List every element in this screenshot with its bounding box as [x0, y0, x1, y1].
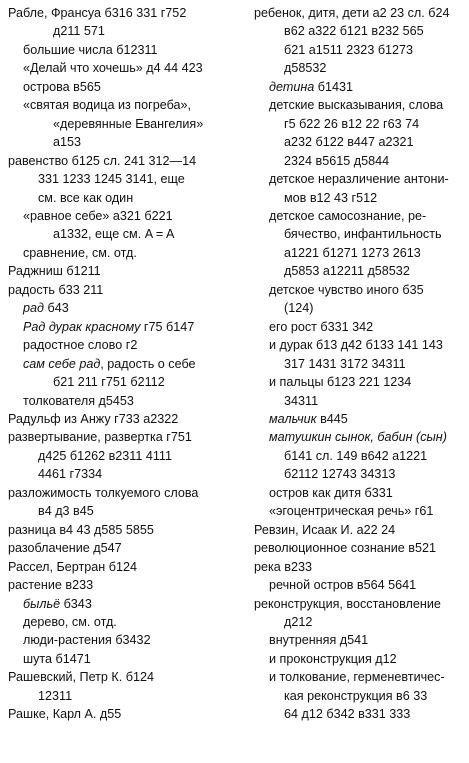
index-entry-heading-line: разница в4 43 д585 5855 — [8, 522, 154, 537]
index-entry-continuation-line: 331 1233 1245 3141, еще — [38, 172, 185, 187]
index-entry-heading-line: Рабле, Франсуа б316 331 г752 — [8, 6, 187, 20]
index-entry-continuation-line: в62 а322 б121 в232 565 — [284, 24, 424, 39]
index-entry — [254, 410, 466, 428]
index-entry-heading-line: Ревзин, Исаак И. а22 24 — [254, 522, 396, 537]
index-entry-heading-line: мальчик в445 — [269, 411, 348, 426]
index-entry-heading-line: быльё б343 — [23, 596, 92, 611]
index-entry-heading-line: сам себе рад, радость о себе — [23, 356, 196, 371]
index-entry — [254, 170, 466, 207]
italic-headword: мальчик — [269, 411, 317, 426]
index-entry — [8, 392, 244, 410]
index-entry — [8, 521, 244, 539]
italic-headword: детина — [269, 79, 315, 94]
index-entry — [254, 4, 466, 78]
index-entry — [254, 595, 466, 632]
index-entry-heading-line: «эгоцентрическая речь» г61 — [269, 504, 434, 519]
index-entry-continuation-line: 64 д12 б342 в331 333 — [284, 707, 411, 722]
index-entry-continuation-line: кая реконструкция в6 33 — [284, 688, 428, 703]
index-entry — [254, 281, 466, 318]
index-entry — [8, 244, 244, 262]
index-entry-heading-line: Радульф из Анжу г733 а2322 — [8, 411, 179, 426]
index-entry-heading-line: большие числа б12311 — [23, 42, 158, 57]
index-entry-heading-line: детское чувство иного б35 — [269, 282, 424, 297]
index-entry — [254, 650, 466, 668]
index-entry — [8, 41, 244, 59]
index-entry-continuation-line: а232 б122 в447 а2321 — [284, 135, 414, 150]
index-entry-heading-line: детское самосознание, ре- — [269, 208, 427, 223]
italic-headword: рад — [23, 301, 44, 316]
index-entry-heading-line: внутренняя д541 — [269, 633, 369, 648]
index-entry — [8, 539, 244, 557]
index-entry — [254, 78, 466, 96]
index-entry-heading-line: и пальцы б123 221 1234 — [269, 375, 412, 390]
index-entry-continuation-line: см. все как один — [38, 190, 134, 205]
index-entry-heading-line: Рассел, Бертран б124 — [8, 559, 137, 574]
index-entry-heading-line: Рад дурак красному г75 б147 — [23, 319, 195, 334]
index-entry-continuation-line: д425 б1262 в2311 4111 — [38, 448, 173, 463]
index-entry — [254, 318, 466, 336]
index-entry-heading-line: и толкование, герменевтичес- — [269, 670, 445, 685]
index-entry — [254, 484, 466, 502]
index-entry-heading-line: ребенок, дитя, дети а2 23 сл. б24 — [254, 6, 450, 20]
index-entry — [254, 558, 466, 576]
index-entry — [254, 576, 466, 594]
index-entry-continuation-line: г5 б22 26 в12 22 г63 74 — [284, 116, 420, 131]
index-entry — [8, 668, 244, 705]
index-entry-continuation-line: д212 — [284, 614, 313, 629]
index-entry-heading-line: река в233 — [254, 559, 313, 574]
index-entry-heading-line: радостное слово г2 — [23, 338, 138, 353]
index-entry-continuation-line: 34311 — [284, 393, 319, 408]
index-entry-heading-line: равенство б125 сл. 241 312—14 — [8, 153, 197, 168]
index-entry-continuation-line: 317 1431 3172 34311 — [284, 356, 406, 371]
index-entry-heading-line: «Делай что хочешь» д4 44 423 — [23, 61, 203, 76]
index-entry-heading-line — [254, 428, 466, 446]
index-entry-heading-line: «святая водица из погреба», — [23, 98, 192, 113]
index-entry-heading-line: и дурак б13 д42 б133 141 143 — [269, 338, 443, 353]
index-entry — [254, 668, 466, 723]
index-entry-heading-line: Раджниш б1211 — [8, 264, 101, 279]
index-entry-continuation-line: д5853 а12211 д58532 — [284, 264, 410, 279]
index-entry — [8, 59, 244, 77]
index-entry-heading-line: разоблачение д547 — [8, 541, 122, 556]
index-entry-continuation-line: бячество, инфантильность — [284, 227, 442, 242]
index-entry-continuation-line: б21 а1511 2323 б1273 — [284, 42, 414, 57]
index-entry — [8, 410, 244, 428]
index-entry-heading-line: Рашке, Карл А. д55 — [8, 707, 122, 722]
index-entry-continuation-line: мов в12 43 г512 — [284, 190, 378, 205]
index-entry — [8, 484, 244, 521]
index-entry-continuation-line: «деревянные Евангелия» — [53, 116, 204, 131]
italic-headword: Рад дурак красному — [23, 319, 141, 334]
index-entry-heading-line: разложимость толкуемого слова — [8, 485, 199, 500]
italic-headword: быльё — [23, 596, 61, 611]
italic-headword: матушкин сынок, бабин (сын) — [269, 430, 447, 445]
index-entry-heading-line: растение в233 — [8, 578, 94, 593]
index-column-right — [254, 4, 466, 724]
index-entry-continuation-line: д211 571 — [53, 24, 105, 39]
index-entry-heading-line: остров как дитя б331 — [269, 485, 393, 500]
index-entry — [8, 207, 244, 244]
index-entry-continuation-line: в4 д3 в45 — [38, 504, 94, 519]
index-entry-continuation-line: а153 — [53, 135, 82, 150]
index-entry — [254, 428, 466, 483]
index-entry-continuation-line: 2324 в5615 д5844 — [284, 153, 390, 168]
index-entry — [8, 96, 244, 151]
index-entry — [254, 336, 466, 373]
index-column-left — [8, 4, 244, 724]
index-entry-continuation-line: б21 211 г751 б2112 — [53, 375, 165, 390]
index-entry — [254, 502, 466, 520]
index-entry — [8, 428, 244, 483]
italic-headword: сам себе рад — [23, 356, 101, 371]
index-entry-heading-line: и проконструкция д12 — [269, 651, 397, 666]
index-entry-heading-line: рад б43 — [23, 301, 69, 316]
index-entry-heading-line: его рост б331 342 — [269, 319, 374, 334]
index-entry — [8, 152, 244, 207]
index-entry-continuation-line: а1221 б1271 1273 2613 — [284, 245, 421, 260]
index-entry — [254, 373, 466, 410]
index-entry-heading-line: острова в565 — [23, 79, 101, 94]
index-entry — [8, 262, 244, 280]
index-entry — [8, 613, 244, 631]
index-entry-heading-line: детские высказывания, слова — [269, 98, 444, 113]
index-entry-continuation-line: 12311 — [38, 688, 73, 703]
index-entry — [254, 96, 466, 170]
index-entry-continuation-line: б141 сл. 149 в642 а1221 — [284, 448, 428, 463]
index-entry-continuation-line: б2112 12743 34313 — [284, 467, 396, 482]
index-entry-continuation-line: д58532 — [284, 61, 327, 76]
index-entry — [8, 78, 244, 96]
index-entry — [8, 631, 244, 649]
index-entry-heading-line: толкователя д5453 — [23, 393, 134, 408]
index-entry — [8, 576, 244, 594]
index-entry-heading-line: шута б1471 — [23, 651, 91, 666]
index-entry-heading-line: радость б33 211 — [8, 282, 104, 297]
index-entry — [8, 318, 244, 336]
index-entry — [8, 558, 244, 576]
index-entry — [8, 650, 244, 668]
index-entry-heading-line: дерево, см. отд. — [23, 614, 117, 629]
index-entry-heading-line: детина б1431 — [269, 79, 353, 94]
index-entry — [8, 355, 244, 392]
index-entry-heading-line: реконструкция, восстановление — [254, 596, 441, 611]
index-entry — [8, 705, 244, 723]
index-entry — [8, 4, 244, 41]
index-entry-heading-line: люди-растения б3432 — [23, 633, 151, 648]
index-entry-continuation-line: (124) — [284, 301, 314, 316]
index-entry-heading-line: речной остров в564 5641 — [269, 578, 417, 593]
index-entry — [254, 207, 466, 281]
index-entry-heading-line: развертывание, развертка г751 — [8, 430, 192, 445]
index-entry-heading-line: Рашевский, Петр К. б124 — [8, 670, 154, 685]
index-entry-continuation-line: а1332, еще см. A = A — [53, 227, 175, 242]
index-entry — [8, 281, 244, 299]
index-entry-heading-line: детское неразличение антони- — [269, 172, 449, 187]
index-entry-continuation-line: 4461 г7334 — [38, 467, 103, 482]
index-entry — [8, 595, 244, 613]
index-entry — [254, 539, 466, 557]
index-entry-heading-line: «равное себе» а321 б221 — [23, 208, 173, 223]
index-entry — [254, 631, 466, 649]
index-entry — [8, 299, 244, 317]
index-entry — [8, 336, 244, 354]
index-entry-heading-line: сравнение, см. отд. — [23, 245, 137, 260]
index-entry-heading-line: революционное сознание в521 — [254, 541, 436, 556]
index-entry — [254, 521, 466, 539]
